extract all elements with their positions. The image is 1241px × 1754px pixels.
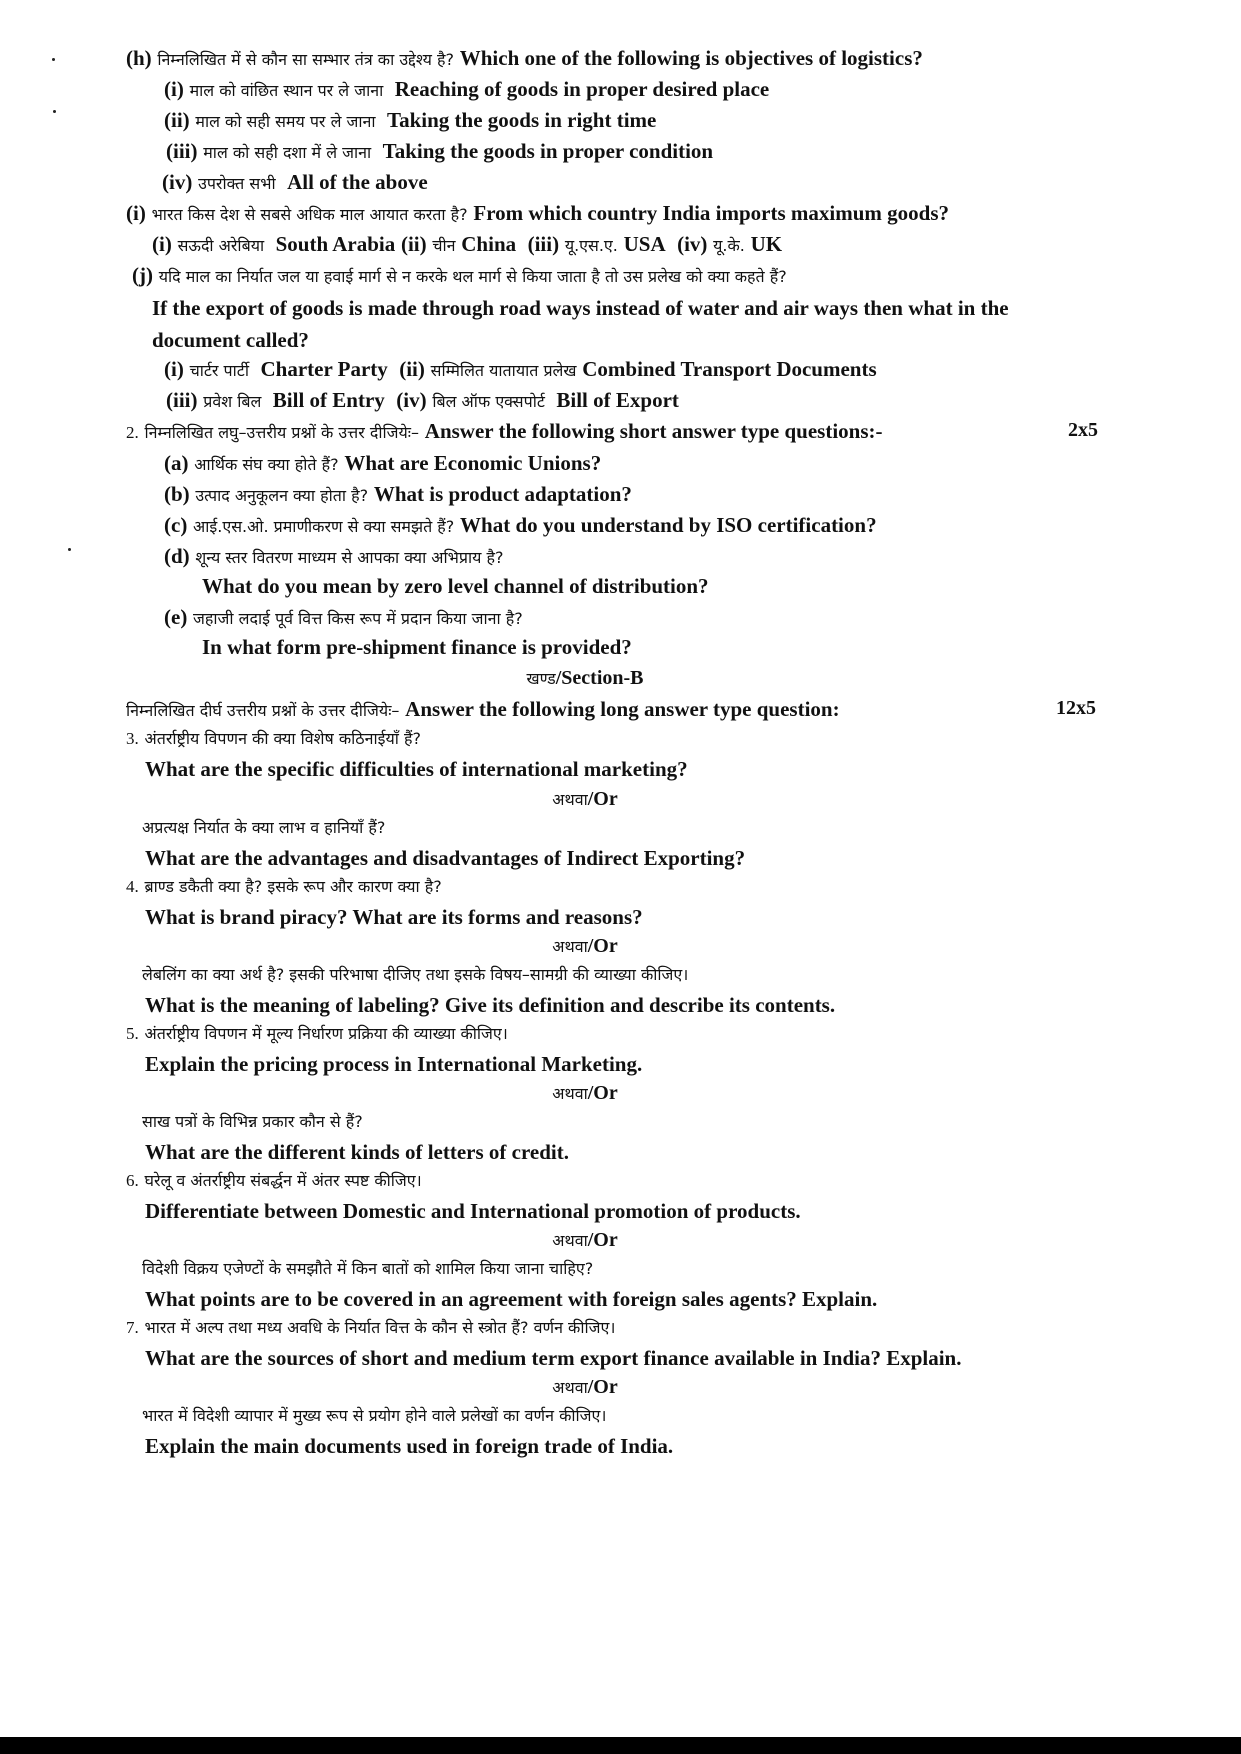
alternate-english: What are the different kinds of letters of credit. xyxy=(145,1140,570,1164)
question-j: (j) यदि माल का निर्यात जल या हवाई मार्ग से न करके थल मार्ग से किया जाता है तो उस प्रलेख को क्या कहते हैं? xyxy=(132,263,787,287)
question-label: (h) xyxy=(126,46,152,70)
sub-question: (d) शून्य स्तर वितरण माध्यम से आपका क्या अभिप्राय है? xyxy=(164,544,504,568)
or-divider: अथवा/Or xyxy=(552,935,618,957)
section-instruction: निम्नलिखित दीर्घ उत्तरीय प्रश्नों के उत्तर दीजियेः– Answer the following long answer type question: xyxy=(126,697,840,721)
question-4: 4. ब्राण्ड डकैती क्या है? इसके रूप और कारण क्या है? xyxy=(126,877,442,896)
option-row: (i) सऊदी अरेबिया South Arabia (ii) चीन China (iii) यू.एस.ए. USA (iv) यू.के. UK xyxy=(152,232,783,256)
question-english: Explain the pricing process in International Marketing. xyxy=(145,1052,643,1076)
alternate-hindi: लेबलिंग का क्या अर्थ है? इसकी परिभाषा दीजिए तथा इसके विषय–सामग्री की व्याख्या कीजिए। xyxy=(142,965,689,984)
option-row: (i) चार्टर पार्टी Charter Party (ii) सम्मिलित यातायात प्रलेख Combined Transport Documents xyxy=(164,357,877,381)
alternate-english: What are the advantages and disadvantages of Indirect Exporting? xyxy=(145,846,746,870)
sub-question: (c) आई.एस.ओ. प्रमाणीकरण से क्या समझते हैं? What do you understand by ISO certification? xyxy=(164,513,877,537)
option-row: (iii) प्रवेश बिल Bill of Entry (iv) बिल ऑफ एक्सपोर्ट Bill of Export xyxy=(166,388,679,412)
question-english: If the export of goods is made through road ways instead of water and air ways then what in the xyxy=(152,296,1009,320)
question-6: 6. घरेलू व अंतर्राष्ट्रीय संबर्द्धन में अंतर स्पष्ट कीजिए। xyxy=(126,1171,422,1190)
option-row: (iv) उपरोक्त सभी All of the above xyxy=(162,170,428,194)
option-row: (i) माल को वांछित स्थान पर ले जाना Reaching of goods in proper desired place xyxy=(164,77,770,101)
option-row: (ii) माल को सही समय पर ले जाना Taking the goods in right time xyxy=(164,108,657,132)
question-7: 7. भारत में अल्प तथा मध्य अवधि के निर्यात वित्त के कौन से स्त्रोत हैं? वर्णन कीजिए। xyxy=(126,1318,616,1337)
scan-border xyxy=(0,1737,1241,1754)
or-divider: अथवा/Or xyxy=(552,1376,618,1398)
alternate-hindi: अप्रत्यक्ष निर्यात के क्या लाभ व हानियाँ हैं? xyxy=(142,818,386,837)
question-3: 3. अंतर्राष्ट्रीय विपणन की क्या विशेष कठिनाईयाँ हैं? xyxy=(126,729,421,748)
question-i: (i) भारत किस देश से सबसे अधिक माल आयात करता है? From which country India imports maximum goods? xyxy=(126,201,950,225)
alternate-english: What points are to be covered in an agreement with foreign sales agents? Explain. xyxy=(145,1287,878,1311)
question-english: What is brand piracy? What are its forms and reasons? xyxy=(145,905,643,929)
scan-speck xyxy=(53,110,56,113)
scan-speck xyxy=(52,58,55,61)
or-divider: अथवा/Or xyxy=(552,788,618,810)
question-hindi: निम्नलिखित में से कौन सा सम्भार तंत्र का उद्देश्य है? xyxy=(157,50,454,69)
alternate-hindi: साख पत्रों के विभिन्न प्रकार कौन से हैं? xyxy=(142,1112,363,1131)
question-h xyxy=(126,46,923,72)
scan-speck xyxy=(68,548,71,551)
question-english: What are the sources of short and medium term export finance available in India? Explain. xyxy=(145,1346,962,1370)
section-heading: खण्ड/Section-B xyxy=(526,667,644,689)
question-english: Differentiate between Domestic and International promotion of products. xyxy=(145,1199,801,1223)
marks: 2x5 xyxy=(1068,419,1098,441)
sub-question: (b) उत्पाद अनुकूलन क्या होता है? What is product adaptation? xyxy=(164,482,632,506)
question-2: 2. निम्नलिखित लघु–उत्तरीय प्रश्नों के उत्तर दीजियेः– Answer the following short answer type questions:- xyxy=(126,419,883,443)
sub-question-english: What do you mean by zero level channel of distribution? xyxy=(202,574,709,598)
alternate-english: Explain the main documents used in foreign trade of India. xyxy=(145,1434,674,1458)
sub-question: (e) जहाजी लदाई पूर्व वित्त किस रूप में प्रदान किया जाना है? xyxy=(164,605,523,629)
question-english: document called? xyxy=(152,328,309,352)
alternate-english: What is the meaning of labeling? Give its definition and describe its contents. xyxy=(145,993,836,1017)
question-english: What are the specific difficulties of international marketing? xyxy=(145,757,688,781)
or-divider: अथवा/Or xyxy=(552,1082,618,1104)
alternate-hindi: विदेशी विक्रय एजेण्टों के समझौते में किन बातों को शामिल किया जाना चाहिए? xyxy=(142,1259,594,1278)
question-5: 5. अंतर्राष्ट्रीय विपणन में मूल्य निर्धारण प्रक्रिया की व्याख्या कीजिए। xyxy=(126,1024,508,1043)
option-row: (iii) माल को सही दशा में ले जाना Taking the goods in proper condition xyxy=(166,139,714,163)
sub-question-english: In what form pre-shipment finance is provided? xyxy=(202,635,632,659)
marks: 12x5 xyxy=(1056,697,1096,719)
alternate-hindi: भारत में विदेशी व्यापार में मुख्य रूप से प्रयोग होने वाले प्रलेखों का वर्णन कीजिए। xyxy=(142,1406,607,1425)
or-divider: अथवा/Or xyxy=(552,1229,618,1251)
question-english: Which one of the following is objectives of logistics? xyxy=(459,46,923,70)
sub-question: (a) आर्थिक संघ क्या होते हैं? What are Economic Unions? xyxy=(164,451,602,475)
